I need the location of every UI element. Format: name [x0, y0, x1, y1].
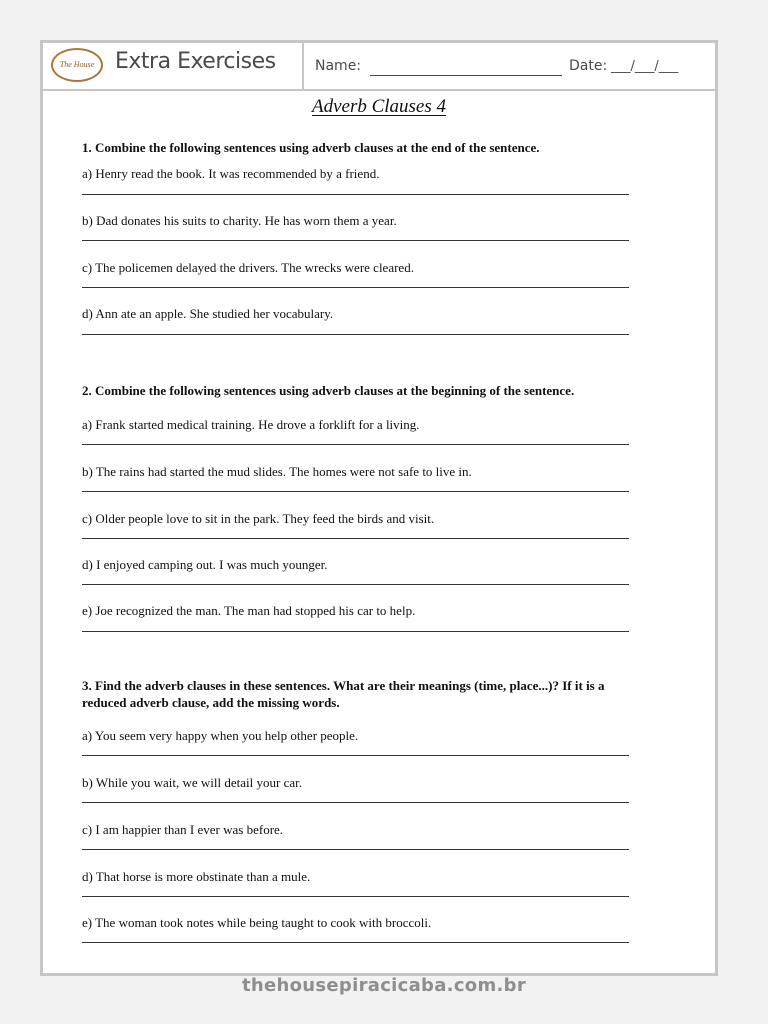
q2-item-b: b) The rains had started the mud slides. The homes were not safe to live in. — [82, 464, 472, 479]
brand-title: Extra Exercises — [115, 49, 276, 74]
name-label: Name: — [315, 58, 362, 74]
page-title-text: Adverb Clauses 4 — [311, 96, 447, 117]
name-field[interactable] — [370, 75, 562, 76]
q2-item-c: c) Older people love to sit in the park. They feed the birds and visit. — [82, 511, 435, 526]
q1-answer-line-d[interactable] — [82, 334, 629, 335]
q3-answer-line-d[interactable] — [82, 896, 629, 897]
q3-item-c: c) I am happier than I ever was before. — [82, 822, 284, 837]
page-title — [43, 96, 715, 118]
q3-answer-line-b[interactable] — [82, 802, 629, 803]
q2-answer-line-e[interactable] — [82, 631, 629, 632]
q3-answer-line-e[interactable] — [82, 942, 629, 943]
q1-answer-line-c[interactable] — [82, 287, 629, 288]
q3-answer-line-c[interactable] — [82, 849, 629, 850]
q1-item-c: c) The policemen delayed the drivers. The wrecks were cleared. — [82, 260, 414, 275]
question-3: 3. Find the adverb clauses in these sentences. What are their meanings (time, place...)? If it is a reduced adverb clause, add the missing words. — [82, 678, 605, 710]
q2-item-a: a) Frank started medical training. He drove a forklift for a living. — [82, 417, 420, 432]
worksheet-header — [43, 43, 715, 91]
q3-item-a: a) You seem very happy when you help other people. — [82, 728, 359, 743]
q2-item-e: e) Joe recognized the man. The man had stopped his car to help. — [82, 603, 416, 618]
q2-answer-line-d[interactable] — [82, 584, 629, 585]
q3-answer-line-a[interactable] — [82, 755, 629, 756]
header-divider — [302, 43, 304, 89]
date-field[interactable]: ___/___/___ — [611, 59, 679, 74]
q2-answer-line-c[interactable] — [82, 538, 629, 539]
q1-item-b: b) Dad donates his suits to charity. He has worn them a year. — [82, 213, 397, 228]
q3-item-e: e) The woman took notes while being taught to cook with broccoli. — [82, 915, 432, 930]
q3-item-b: b) While you wait, we will detail your car. — [82, 775, 302, 790]
question-1: 1. Combine the following sentences using adverb clauses at the end of the sentence. — [82, 140, 540, 155]
q1-answer-line-a[interactable] — [82, 194, 629, 195]
logo-text: The House — [59, 60, 95, 69]
worksheet — [40, 40, 718, 976]
q3-item-d: d) That horse is more obstinate than a mule. — [82, 869, 311, 884]
q2-item-d: d) I enjoyed camping out. I was much younger. — [82, 557, 328, 572]
q1-item-d: d) Ann ate an apple. She studied her vocabulary. — [82, 306, 334, 321]
q2-answer-line-a[interactable] — [82, 444, 629, 445]
website-footer: thehousepiracicaba.com.br — [241, 975, 527, 996]
the-house-logo — [51, 48, 103, 82]
q1-item-a: a) Henry read the book. It was recommended by a friend. — [82, 166, 380, 181]
q2-answer-line-b[interactable] — [82, 491, 629, 492]
date-label: Date: — [569, 58, 608, 74]
question-2: 2. Combine the following sentences using adverb clauses at the beginning of the sentence. — [82, 383, 575, 398]
q1-answer-line-b[interactable] — [82, 240, 629, 241]
